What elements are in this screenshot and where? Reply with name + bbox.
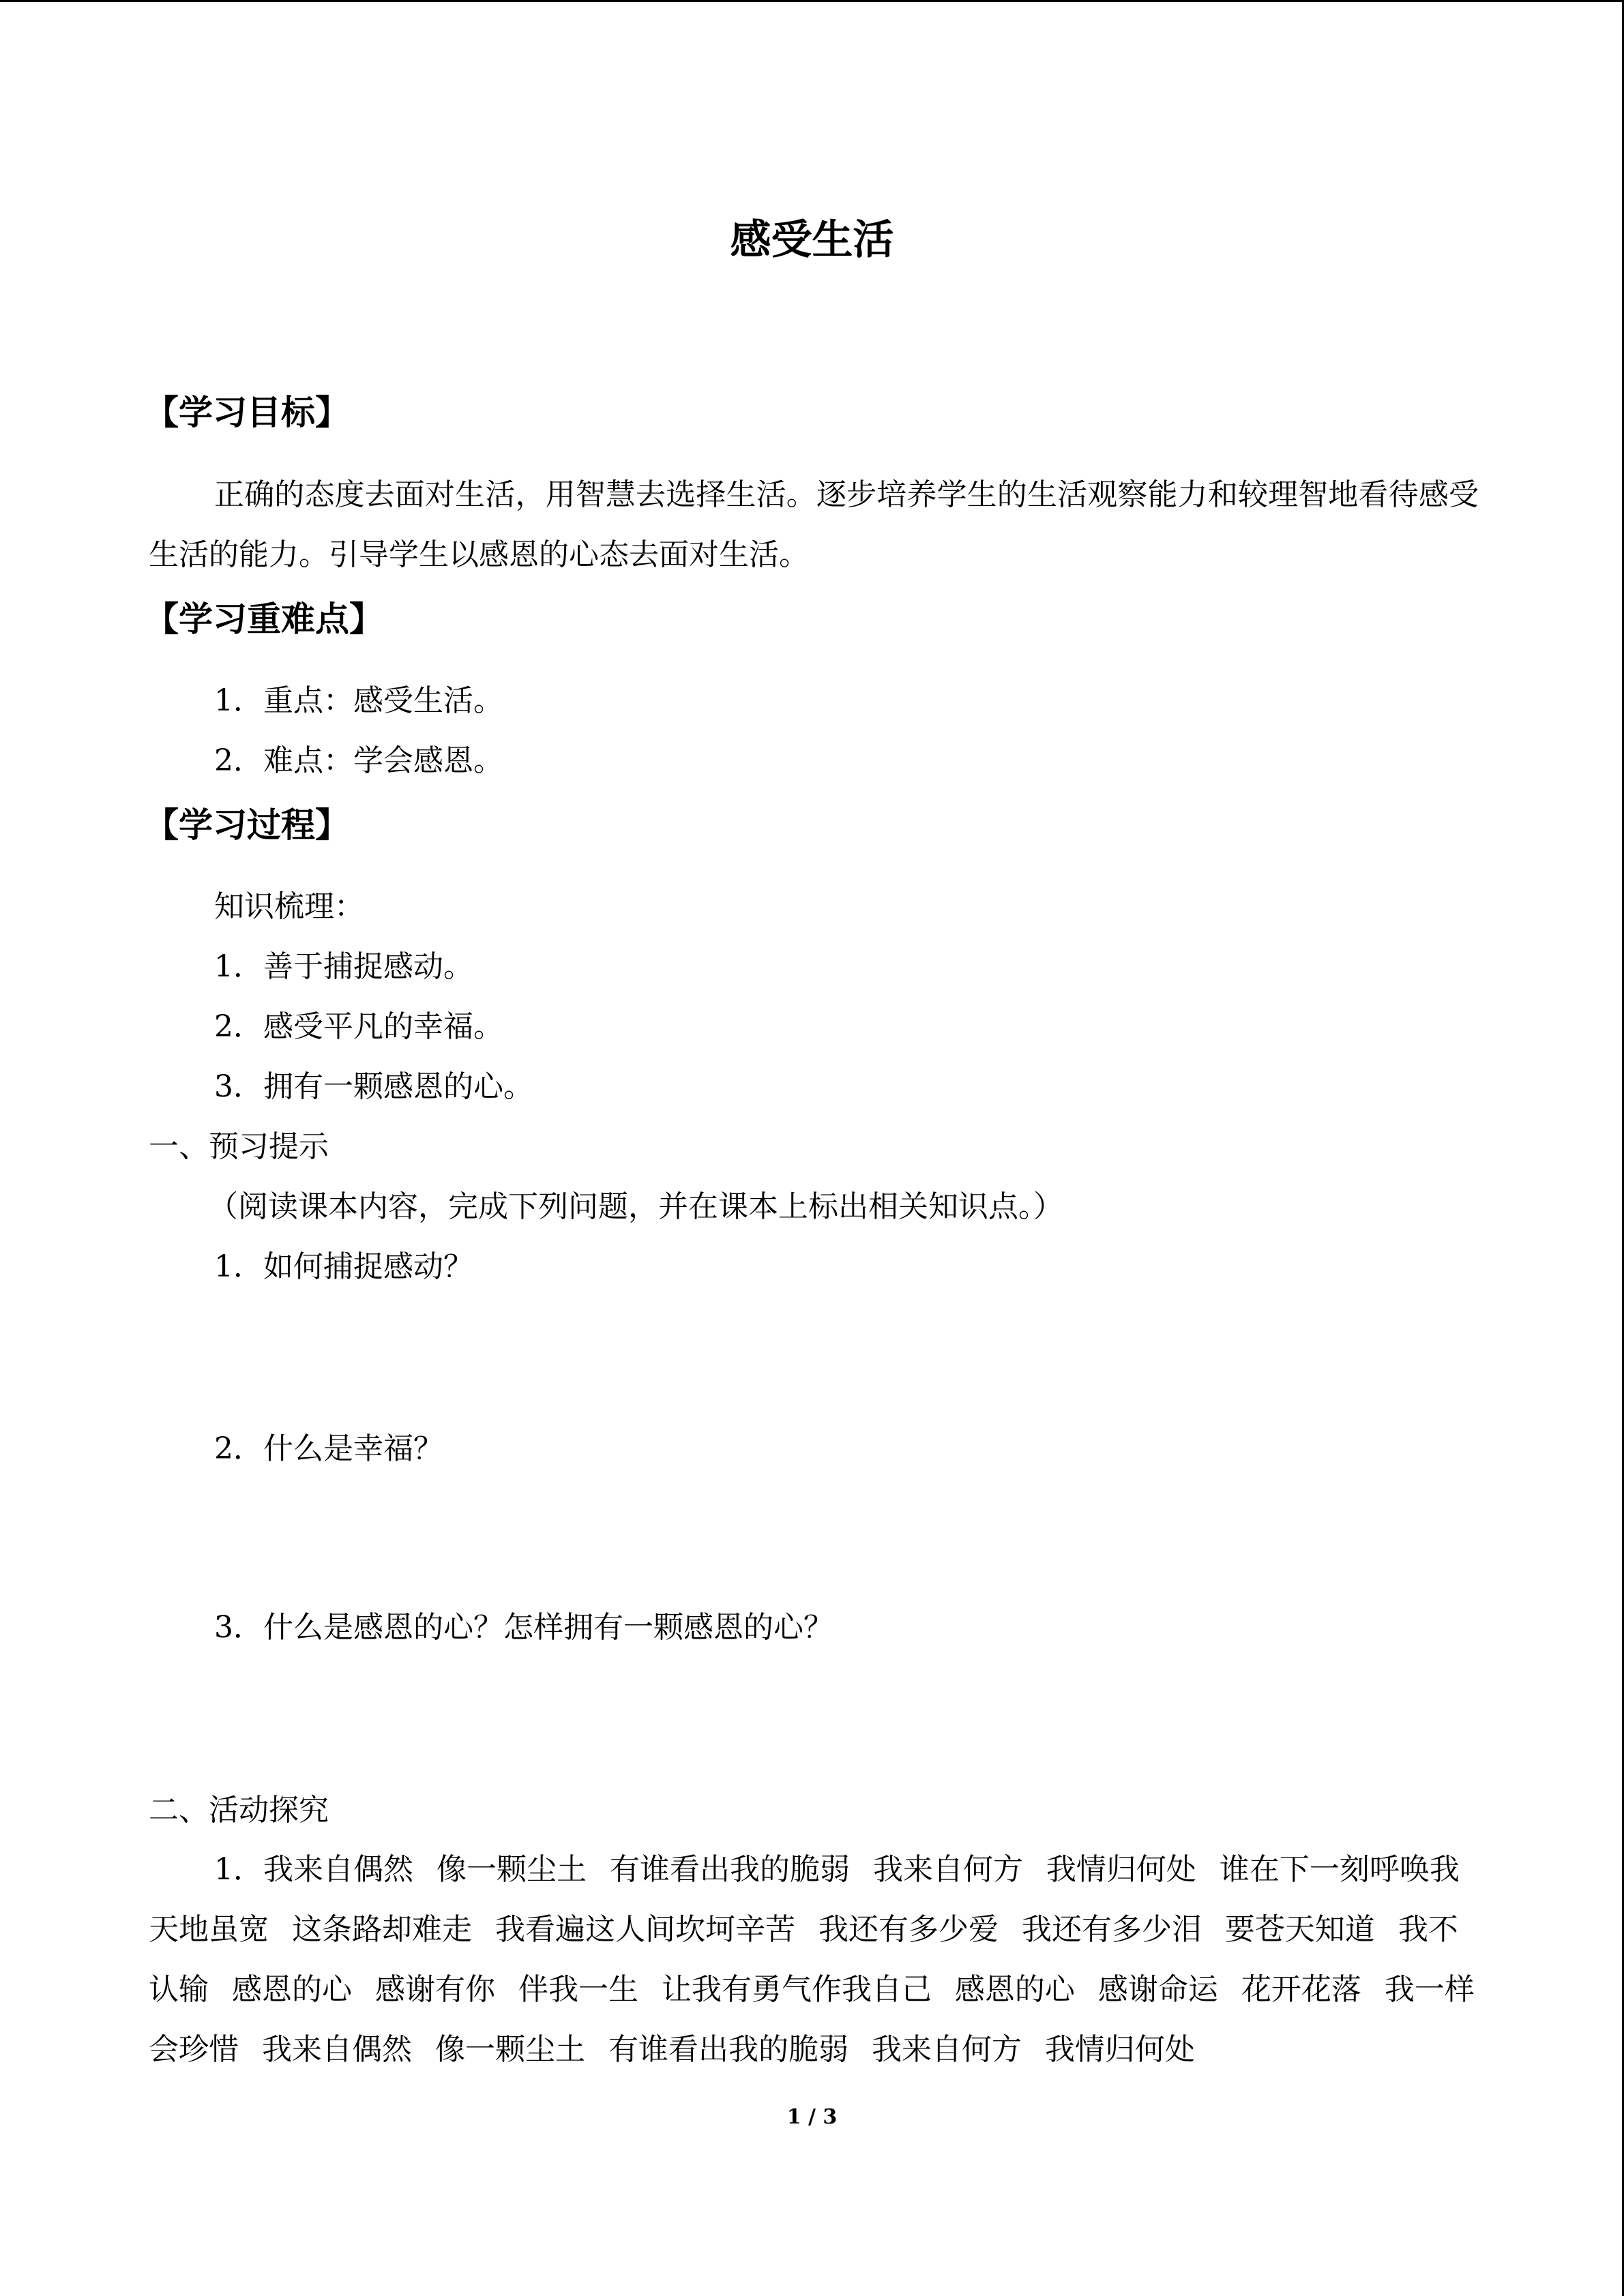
key-point-item: 1．重点：感受生活。 — [214, 683, 503, 718]
document-title: 感受生活 — [730, 216, 894, 264]
preview-question-2: 2．什么是幸福？ — [214, 1431, 443, 1466]
page-border-top — [0, 0, 1624, 2]
knowledge-item-2: 2．感受平凡的幸福。 — [214, 1009, 503, 1044]
knowledge-intro: 知识梳理： — [214, 889, 364, 924]
page-number: 1 / 3 — [786, 2105, 838, 2129]
knowledge-item-1: 1．善于捕捉感动。 — [214, 949, 473, 984]
process-heading: 【学习过程】 — [145, 805, 349, 845]
key-points-heading: 【学习重难点】 — [145, 599, 383, 639]
activity-heading: 二、活动探究 — [149, 1793, 329, 1828]
preview-question-3: 3．什么是感恩的心？怎样拥有一颗感恩的心？ — [214, 1610, 833, 1645]
preview-instruction: （阅读课本内容，完成下列问题，并在课本上标出相关知识点。） — [208, 1189, 1063, 1224]
knowledge-item-3: 3．拥有一颗感恩的心。 — [214, 1069, 533, 1104]
difficult-point-item: 2．难点：学会感恩。 — [214, 743, 503, 778]
preview-heading: 一、预习提示 — [149, 1129, 329, 1164]
activity-song-lyrics: 1．我来自偶然 像一颗尘土 有谁看出我的脆弱 我来自何方 我情归何处 谁在下一刻呼唤我 天地虽宽 这条路却难走 我看遍这人间坎坷辛苦 我还有多少爱 我还有多少泪 要苍天知道 我不认输 感恩的心 感谢有你 伴我一生 让我有勇气作我自己 感恩的心 感谢命运 花开花落 我一样会珍惜 我来自偶然 像一颗尘土 有谁看出我的脆弱 我来自何方 我情归何处 — [149, 1852, 1475, 2067]
preview-question-1: 1．如何捕捉感动？ — [214, 1249, 473, 1284]
objectives-heading: 【学习目标】 — [145, 393, 349, 432]
objectives-text: 正确的态度去面对生活，用智慧去选择生活。逐步培养学生的生活观察能力和较理智地看待感受生活的能力。引导学生以感恩的心态去面对生活。 — [149, 477, 1479, 572]
